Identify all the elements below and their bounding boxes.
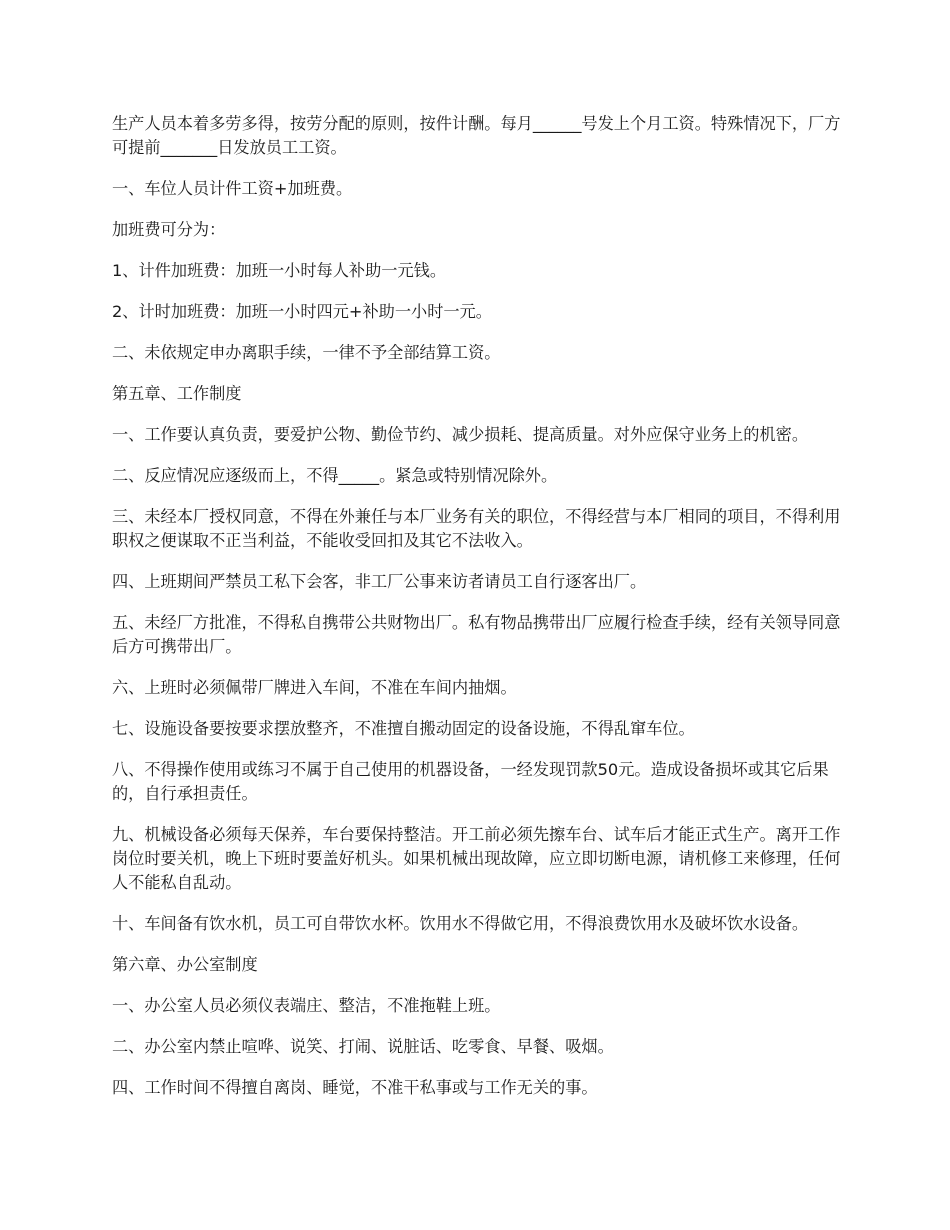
heading-chapter-six: 第六章、办公室制度 (112, 955, 258, 974)
heading-chapter-five: 第五章、工作制度 (112, 384, 242, 403)
paragraph-overtime-types: 加班费可分为： (112, 220, 226, 239)
paragraph-work-rule-4: 四、上班期间严禁员工私下会客，非工厂公事来访者请员工自行逐客出厂。 (112, 572, 647, 591)
paragraph-piece-wage: 一、车位人员计件工资+加班费。 (112, 179, 353, 198)
paragraph-resignation: 二、未依规定申办离职手续，一律不予全部结算工资。 (112, 343, 501, 362)
paragraph-work-rule-3: 三、未经本厂授权同意，不得在外兼任与本厂业务有关的职位，不得经营与本厂相同的项目，不得利用职权之便谋取不正当利益，不能收受回扣及其它不法收入。 (112, 507, 841, 550)
paragraph-office-rule-2: 二、办公室内禁止喧哗、说笑、打闹、说脏话、吃零食、早餐、吸烟。 (112, 1037, 614, 1056)
paragraph-work-rule-2: 二、反应情况应逐级而上，不得_____。紧急或特别情况除外。 (112, 466, 558, 485)
document-body (112, 112, 842, 1117)
paragraph-work-rule-9: 九、机械设备必须每天保养，车台要保持整洁。开工前必须先擦车台、试车后才能正式生产。离开工作岗位时要关机，晚上下班时要盖好机头。如果机械出现故障，应立即切断电源，请机修工来修理，任何人不能私自乱动。 (112, 825, 841, 892)
paragraph-work-rule-10: 十、车间备有饮水机，员工可自带饮水杯。饮用水不得做它用，不得浪费饮用水及破坏饮水设备。 (112, 914, 809, 933)
paragraph-work-rule-5: 五、未经厂方批准，不得私自携带公共财物出厂。私有物品携带出厂应履行检查手续，经有关领导同意后方可携带出厂。 (112, 613, 841, 656)
paragraph-piece-overtime: 1、计件加班费：加班一小时每人补助一元钱。 (112, 261, 447, 280)
paragraph-wage-policy: 生产人员本着多劳多得，按劳分配的原则，按件计酬。每月______号发上个月工资。特殊情况下，厂方可提前_______日发放员工工资。 (112, 114, 841, 157)
paragraph-office-rule-1: 一、办公室人员必须仪表端庄、整洁，不准拖鞋上班。 (112, 996, 501, 1015)
paragraph-work-rule-7: 七、设施设备要按要求摆放整齐，不准擅自搬动固定的设备设施，不得乱窜车位。 (112, 719, 695, 738)
paragraph-office-rule-4: 四、工作时间不得擅自离岗、睡觉，不准干私事或与工作无关的事。 (112, 1078, 598, 1097)
paragraph-work-rule-1: 一、工作要认真负责，要爱护公物、勤俭节约、减少损耗、提高质量。对外应保守业务上的机密。 (112, 425, 809, 444)
paragraph-work-rule-8: 八、不得操作使用或练习不属于自己使用的机器设备，一经发现罚款50元。造成设备损坏或其它后果的，自行承担责任。 (112, 760, 829, 803)
paragraph-work-rule-6: 六、上班时必须佩带厂牌进入车间，不准在车间内抽烟。 (112, 678, 517, 697)
paragraph-hourly-overtime: 2、计时加班费：加班一小时四元+补助一小时一元。 (112, 302, 492, 321)
